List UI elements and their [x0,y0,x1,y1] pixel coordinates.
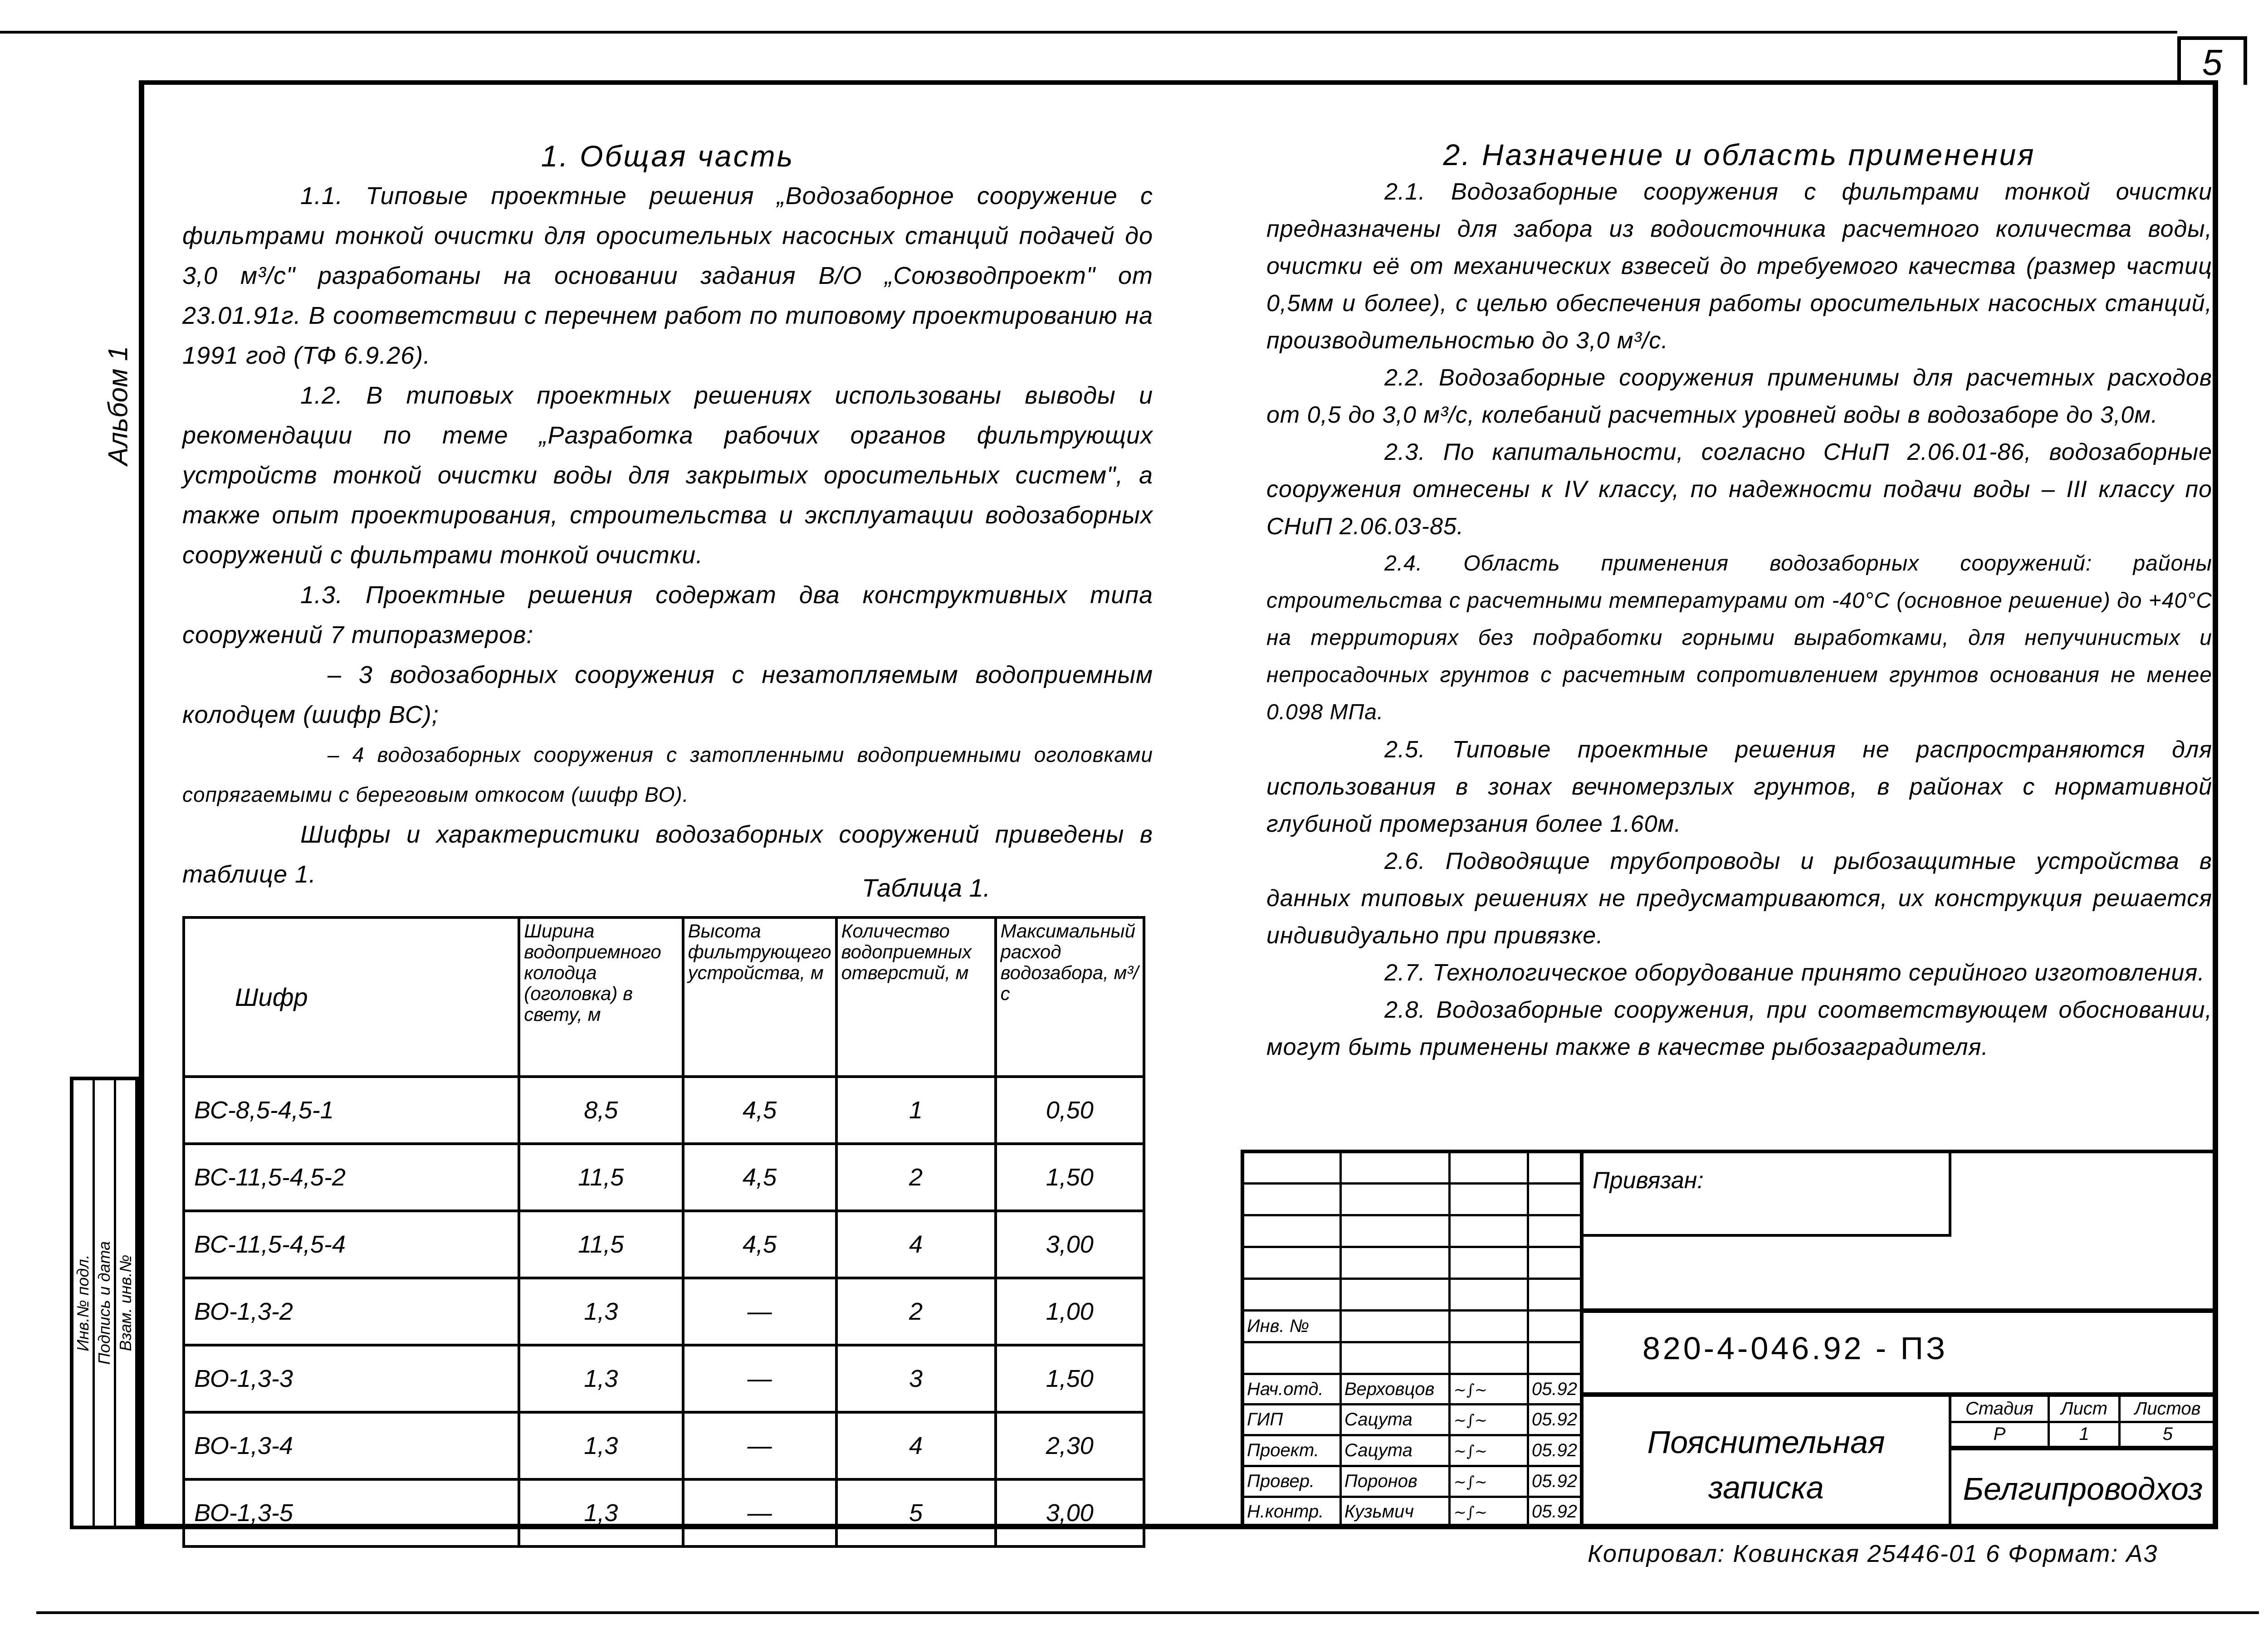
privyazan-label: Привязан: [1593,1167,1704,1194]
table-cell: ВС-8,5-4,5-1 [184,1077,519,1144]
table-cell: — [683,1278,836,1345]
signer-role: ГИП [1242,1405,1340,1435]
table-row [184,1278,1144,1345]
listov-label: Листов [2120,1397,2214,1422]
table-cell: 11,5 [519,1144,683,1211]
paragraph: 2.8. Водозаборные сооружения, при соответствующем обосновании, могут быть применены также в качестве рыбозаградителя. [1266,997,2212,1060]
header-cell: Максимальный расход водозабора, м³/с [996,917,1144,1077]
table-cell: ВС-11,5-4,5-4 [184,1211,519,1278]
side-stamp [70,1077,139,1529]
listov-value: 5 [2120,1422,2214,1448]
header-cell: Высота фильтрующего устройства, м [683,917,836,1077]
header-cell: Ширина водоприемного колодца (оголовка) в свету, м [519,917,683,1077]
table-row [184,1077,1144,1144]
signer-role: Проект. [1242,1435,1340,1466]
table-cell: ВО-1,3-5 [184,1479,519,1546]
table-cell: 3,00 [996,1479,1144,1546]
table-cell: 3 [836,1345,996,1412]
signer-name: Кузьмич [1340,1497,1450,1527]
bottom-rule [36,1611,2259,1614]
stamp-signature-date: Подпись и дата [95,1241,113,1365]
table-cell: 2,30 [996,1412,1144,1479]
table-cell: 5 [836,1479,996,1546]
signer-date: 05.92 [1528,1374,1582,1405]
table-row [184,1211,1144,1278]
paragraph: 1.1. Типовые проектные решения „Водозаборное сооружение с фильтрами тонкой очистки для оросительных насосных станций подачей до 3,0 м³/с" разработаны на основании задания В/О „Союзводпроект" от 23.01.91г. В соответствии с перечнем работ по типовому проектированию на 1991 год (ТФ 6.9.26). [182,182,1153,369]
table-cell: 1,3 [519,1412,683,1479]
organization: Белгипроводхоз [1963,1471,2203,1507]
table-cell: 1,3 [519,1345,683,1412]
paragraph: Шифры и характеристики водозаборных сооружений приведены в таблице 1. [182,821,1153,888]
table-cell: 4,5 [683,1211,836,1278]
privyazan-cell [1584,1153,1951,1237]
signer-name: Поронов [1340,1466,1450,1497]
list-value: 1 [2048,1422,2120,1448]
paragraph: 2.1. Водозаборные сооружения с фильтрами тонкой очистки предназначены для забора из водоисточника расчетного количества воды, очистки её от механических взвесей до требуемого качества (размер частиц 0,5мм и более), с целью обеспечения работы оросительных насосных станций, производительностью до 3,0 м³/с. [1266,179,2212,354]
paragraph: 2.2. Водозаборные сооружения применимы для расчетных расходов от 0,5 до 3,0 м³/с, колебаний расчетных уровней воды в водозаборе до 3,0м. [1266,365,2212,428]
table-row [184,1479,1144,1546]
signer-row [1242,1374,1582,1405]
table-cell: 1,50 [996,1144,1144,1211]
paragraph: 2.4. Область применения водозаборных сооружений: районы строительства с расчетными температурами от -40°С (основное решение) до +40°С на территориях без подработки горными выработками, для непучинистых и непросадочных грунтов с расчетным сопротивлением грунтов основания не менее 0.098 МПа. [1266,551,2213,724]
section-purpose [1266,136,2212,1066]
section-title: 2. Назначение и область применения [1443,138,2036,171]
document-title-line1: Пояснительная [1647,1424,1885,1460]
paragraph: 1.3. Проектные решения содержат два конструктивных типа сооружений 7 типоразмеров: [182,581,1153,649]
stadia-label: Стадия [1951,1397,2048,1422]
table-cell: 4 [836,1211,996,1278]
document-code: 820-4-046.92 - ПЗ [1642,1331,1948,1366]
signature-mark: ~∫~ [1453,1473,1488,1491]
signer-role: Н.контр. [1242,1497,1340,1527]
signature-mark: ~∫~ [1453,1503,1488,1522]
signer-row [1242,1405,1582,1435]
inv-no-label: Инв. № [1242,1310,1340,1342]
signature [1450,1466,1528,1497]
table-header [184,917,1144,1077]
signature [1450,1405,1528,1435]
signer-name: Сацута [1340,1435,1450,1466]
table-cell: 2 [836,1278,996,1345]
document-title-line2: записка [1708,1470,1824,1505]
paragraph: – 4 водозаборных сооружения с затопленными водоприемными оголовками сопрягаемыми с береговым откосом (шифр ВО). [182,743,1153,806]
signer-role: Провер. [1242,1466,1340,1497]
document-title [1584,1397,1951,1529]
header-cell: Количество водоприемных отверстий, м [836,917,996,1077]
table-cell: 4 [836,1412,996,1479]
table-cell: — [683,1479,836,1546]
table-cell: 1,3 [519,1479,683,1546]
table-cell: 1 [836,1077,996,1144]
table-caption: Таблица 1. [862,873,991,902]
section-general [182,136,1153,894]
table-cell: 1,3 [519,1278,683,1345]
sheet-number: 5 [2177,36,2247,85]
table-row [184,1144,1144,1211]
signer-role: Нач.отд. [1242,1374,1340,1405]
signature [1450,1497,1528,1527]
paragraph: 2.7. Технологическое оборудование принято серийного изготовления. [1384,960,2205,986]
signer-date: 05.92 [1528,1405,1582,1435]
signer-name: Сацута [1340,1405,1450,1435]
table-row [184,1345,1144,1412]
paragraph: – 3 водозаборных сооружения с незатопляемым водоприемным колодцем (шифр ВС); [182,661,1153,728]
copy-note: Копировал: Ковинская 25446-01 6 Формат: А3 [1588,1540,2158,1567]
stamp-inv-podl: Инв.№ подл. [73,1254,92,1351]
table-cell: 4,5 [683,1144,836,1211]
signer-row [1242,1435,1582,1466]
table-cell: 0,50 [996,1077,1144,1144]
signer-name: Верховцов [1340,1374,1450,1405]
table-cell: 3,00 [996,1211,1144,1278]
table-cell: 11,5 [519,1211,683,1278]
signature-mark: ~∫~ [1453,1380,1488,1399]
table-cell: 2 [836,1144,996,1211]
table-cell: — [683,1412,836,1479]
table-cell: 4,5 [683,1077,836,1144]
divider [1584,1392,2214,1397]
signer-date: 05.92 [1528,1466,1582,1497]
table-row [184,1412,1144,1479]
paragraph: 2.6. Подводящие трубопроводы и рыбозащитные устройства в данных типовых решениях не предусматриваются, их конструкция решается индивидуально при привязке. [1266,848,2212,949]
signature-mark: ~∫~ [1453,1411,1488,1430]
paragraph: 1.2. В типовых проектных решениях использованы выводы и рекомендации по теме „Разработка рабочих органов фильтрующих устройств тонкой очистки воды для закрытых оросительных систем", а также опыт проектирования, строительства и эксплуатации водозаборных сооружений с фильтрами тонкой очистки. [182,382,1153,569]
list-label: Лист [2048,1397,2120,1422]
table-cell: ВО-1,3-2 [184,1278,519,1345]
stage-grid [1951,1397,2214,1450]
table-cell: ВС-11,5-4,5-2 [184,1144,519,1211]
table-cell: 1,50 [996,1345,1144,1412]
title-block-main [1584,1150,2218,1529]
signer-row [1242,1497,1582,1527]
table-cell: ВО-1,3-4 [184,1412,519,1479]
signature [1450,1435,1528,1466]
top-rule [0,31,2177,34]
title-block-signatures [1241,1150,1584,1529]
paragraph: 2.3. По капитальности, согласно СНиП 2.06.01-86, водозаборные сооружения отнесены к IV классу, по надежности подачи воды – III классу по СНиП 2.06.03-85. [1266,439,2212,540]
album-label: Альбом 1 [103,346,133,466]
table-cell: — [683,1345,836,1412]
signature [1450,1374,1528,1405]
table-cell: 1,00 [996,1278,1144,1345]
header-cell: Шифр [184,917,519,1077]
stadia-value: Р [1951,1422,2048,1448]
signer-date: 05.92 [1528,1497,1582,1527]
section-title: 1. Общая часть [541,139,795,173]
empty-row [1584,1237,2214,1313]
stamp-vzam-inv: Взам. инв.№ [116,1254,135,1351]
characteristics-table [182,916,1145,1548]
signature-mark: ~∫~ [1453,1442,1488,1461]
signer-date: 05.92 [1528,1435,1582,1466]
table-cell: ВО-1,3-3 [184,1345,519,1412]
signer-row [1242,1466,1582,1497]
table-cell: 8,5 [519,1077,683,1144]
paragraph: 2.5. Типовые проектные решения не распространяются для использования в зонах вечномерзлых грунтов, в районах с нормативной глубиной промерзания более 1.60м. [1266,737,2212,837]
